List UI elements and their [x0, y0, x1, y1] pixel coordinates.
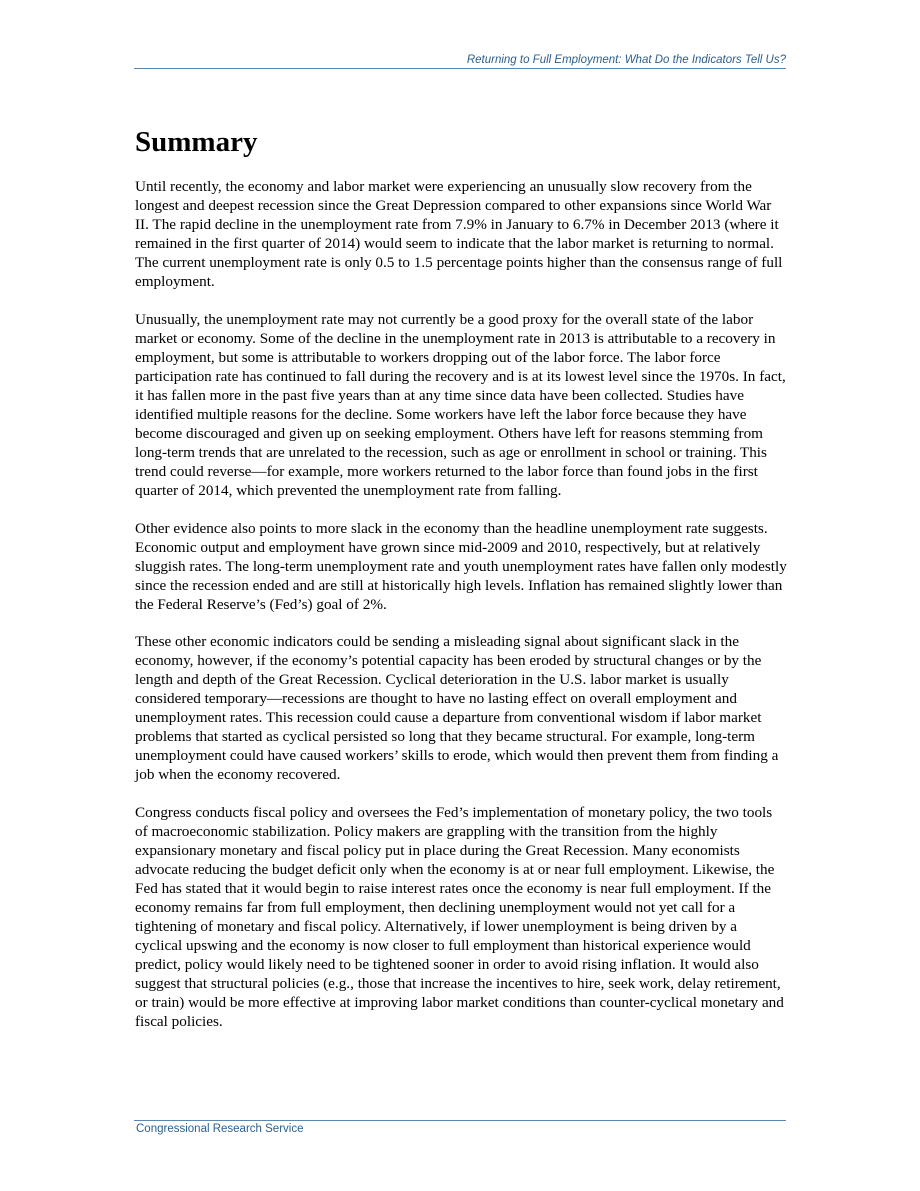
footer-divider	[134, 1120, 786, 1121]
page-title: Summary	[135, 126, 258, 158]
paragraph-3: Other evidence also points to more slack in the economy than the headline unemployment rate suggests. Economic output and employment have grown since mid-2009 and 2010, respectively, but at relatively sluggish rates. The long-term unemployment rate and youth unemployment rates have fallen only modestly since the recession ended and are still at historically high levels. Inflation has remained slightly lower than the Federal Reserve’s (Fed’s) goal of 2%.	[135, 519, 787, 613]
footer-organization: Congressional Research Service	[136, 1123, 304, 1135]
paragraph-1: Until recently, the economy and labor market were experiencing an unusually slow recovery from the longest and deepest recession since the Great Depression compared to other expansions since World War II. The rapid decline in the unemployment rate from 7.9% in January to 6.7% in December 2013 (where it remained in the first quarter of 2014) would seem to indicate that the labor market is returning to normal. The current unemployment rate is only 0.5 to 1.5 percentage points higher than the consensus range of full employment.	[135, 178, 783, 290]
paragraph-4: These other economic indicators could be sending a misleading signal about significant slack in the economy, however, if the economy’s potential capacity has been eroded by structural changes or by the length and depth of the Great Recession. Cyclical deterioration in the U.S. labor market is usually considered temporary—recessions are thought to have no lasting effect on overall employment and unemployment rates. This recession could cause a departure from conventional wisdom if labor market problems that started as cyclical persisted so long that they became structural. For example, long-term unemployment could have caused workers’ skills to erode, which would then prevent them from finding a job when the economy recovered.	[135, 633, 779, 784]
paragraph-2: Unusually, the unemployment rate may not currently be a good proxy for the overall state of the labor market or economy. Some of the decline in the unemployment rate in 2013 is attributable to a recovery in employment, but some is attributable to workers dropping out of the labor force. The labor force participation rate has continued to fall during the recovery and is at its lowest level since the 1970s. In fact, it has fallen more in the past five years than at any time since data have been collected. Studies have identified multiple reasons for the decline. Some workers have left the labor force because they have become discouraged and given up on seeking employment. Others have left for reasons stemming from long-term trends that are unrelated to the recession, such as age or enrollment in school or training. This trend could reverse—for example, more workers returned to the labor force than found jobs in the first quarter of 2014, which prevented the unemployment rate from falling.	[135, 310, 786, 499]
running-title: Returning to Full Employment: What Do the Indicators Tell Us?	[466, 54, 786, 66]
header-divider	[134, 68, 786, 69]
paragraph-5: Congress conducts fiscal policy and oversees the Fed’s implementation of monetary policy, the two tools of macroeconomic stabilization. Policy makers are grappling with the transition from the highly expansionary monetary and fiscal policy put in place during the Great Recession. Many economists advocate reducing the budget deficit only when the economy is at or near full employment. Likewise, the Fed has stated that it would begin to raise interest rates once the economy is near full employment. If the economy remains far from full employment, then declining unemployment would not yet call for a tightening of monetary and fiscal policy. Alternatively, if lower unemployment is being driven by a cyclical upswing and the economy is now closer to full employment than historical experience would predict, policy would likely need to be tightened sooner in order to avoid rising inflation. It would also suggest that structural policies (e.g., those that increase the incentives to hire, seek work, delay retirement, or train) would be more effective at improving labor market conditions than counter-cyclical monetary and fiscal policies.	[135, 804, 784, 1031]
summary-body	[135, 177, 787, 1050]
